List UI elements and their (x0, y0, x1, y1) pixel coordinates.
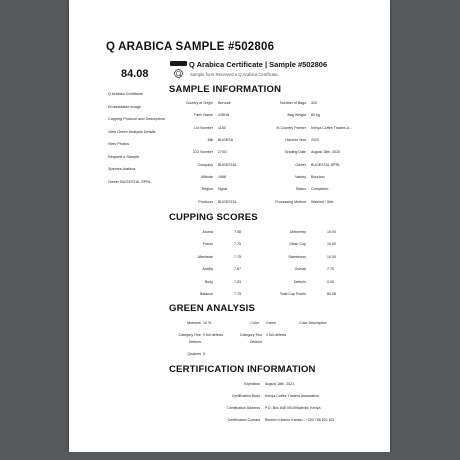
score-label: Body (204, 280, 213, 284)
certificate-heading: Q Arabica Certificate | Sample #502806 (189, 60, 328, 69)
field-value: Completed (311, 187, 329, 191)
total-score: 84.08 (121, 68, 149, 80)
field-label: Bag Weight (287, 113, 306, 117)
section-title-green-analysis: GREEN ANALYSIS (169, 303, 256, 314)
field-label: ICO Number (192, 150, 213, 154)
field-value: Burundi (218, 101, 231, 105)
score-value: 10.00 (327, 255, 336, 259)
field-label: Lot Number (194, 126, 213, 130)
field-label: Region (201, 187, 213, 191)
score-label: Sweetness (288, 255, 306, 259)
quakers-label: Quakers (187, 352, 201, 356)
field-value: BUGESTAL (218, 163, 237, 167)
nav-link-request-sample[interactable]: Request a Sample (108, 154, 140, 159)
q-grader-badge-icon (170, 61, 187, 66)
nav-link-owner[interactable]: Owner BUGESTAL SPRL (108, 179, 152, 184)
score-value: 7.75 (234, 292, 241, 296)
cert-field-value: Beninrn Kibicho Kamau - +254 786 821 621 (265, 418, 335, 422)
category-one-label-defects: Defects (188, 340, 201, 344)
field-label: Producer (198, 200, 213, 204)
field-value: 1668 (218, 175, 226, 179)
certificate-subtitle: Sample form Received a Q Arabica Certificate. (190, 72, 279, 77)
score-value: 7.75 (234, 242, 241, 246)
field-label: Grading Date (284, 150, 306, 154)
score-label: Defects (293, 280, 306, 284)
cert-field-label: Certification Address (227, 406, 260, 410)
field-label: Owner (295, 163, 306, 167)
field-value: BUGESA (218, 138, 233, 142)
field-value: Kenya Coffee Traders A... (311, 126, 353, 130)
category-one-label: Category One (178, 333, 201, 337)
nav-link-cupping-protocol[interactable]: Cupping Protocol and Descriptors (108, 117, 165, 121)
score-label: Flavor (203, 242, 213, 246)
category-two-label: Category Two (239, 333, 262, 337)
nav-link-embeddable-image[interactable]: Embeddable Image (108, 104, 141, 109)
nav-link-q-arabica-certificate[interactable]: Q Arabica Certificate (108, 92, 143, 96)
field-label: Country of Origin (185, 101, 213, 105)
field-label: Variety (295, 175, 306, 179)
field-value: GISHA (218, 113, 230, 117)
field-label: Harvest Year (285, 138, 306, 142)
field-label: Company (197, 163, 213, 167)
score-value: 7.75 (234, 255, 241, 259)
certificate-page (69, 0, 390, 452)
field-value: 27/01 (218, 150, 227, 154)
score-value: 10.00 (327, 242, 336, 246)
field-value: 1150 (218, 126, 226, 130)
score-value: 7.75 (327, 267, 334, 271)
score-value: 7.67 (234, 267, 241, 271)
cert-field-value: Kenya Coffee Traders Association (265, 394, 320, 398)
score-label: Overall (294, 267, 306, 271)
field-value: Bourbon (311, 175, 325, 179)
category-two-value: 1 full defects (266, 333, 287, 337)
quakers-value: 0 (203, 352, 205, 356)
section-title-sample-information: SAMPLE INFORMATION (169, 84, 282, 95)
category-two-label-defects: Defects (249, 340, 262, 344)
field-label: Altitude (201, 175, 213, 179)
section-title-cupping-scores: CUPPING SCORES (169, 212, 258, 223)
field-value: August 18th, 2020 (311, 150, 341, 154)
score-label: Aroma (202, 230, 213, 234)
category-one-value: 0 full defects (203, 333, 224, 337)
cert-field-label: Certification Body (231, 394, 260, 398)
score-label: Aftertaste (197, 255, 213, 259)
field-value: 60 kg (311, 113, 320, 117)
field-label: Number of Bags (280, 101, 306, 105)
score-label: Balance (200, 292, 213, 296)
color-description-label: Color Description (299, 321, 327, 325)
score-label: Uniformity (289, 230, 306, 234)
score-value: 84.08 (327, 292, 336, 296)
nav-link-species[interactable]: Species Arabica (108, 167, 136, 171)
field-label: Farm Name (194, 113, 213, 117)
cert-field-value: P.O. Box 646 00100Nairobi, Kenya (265, 406, 321, 410)
cert-field-label: Certification Contact (227, 418, 260, 422)
cert-field-label: Expiration (244, 382, 260, 386)
field-value: BUGESTAL (218, 200, 237, 204)
field-value: BUGESTAL SPRL (311, 163, 341, 167)
field-label: In-Country Partner (276, 126, 306, 130)
score-label: Total Cup Points (279, 292, 306, 296)
color-label: Color (250, 321, 259, 325)
score-label: Acidity (202, 267, 213, 271)
moisture-value: 10 % (203, 321, 212, 325)
section-title-certification-information: CERTIFICATION INFORMATION (169, 364, 316, 375)
page-title: Q ARABICA SAMPLE #502806 (106, 41, 275, 53)
field-value: 2020 (311, 138, 319, 142)
field-value: 320 (311, 101, 317, 105)
nav-link-view-photos[interactable]: View Photos (108, 142, 130, 146)
field-label: Mill (207, 138, 213, 142)
field-value: Ngozi (218, 187, 228, 191)
score-value: 10.00 (327, 230, 336, 234)
cert-field-value: August 18th, 2021 (265, 382, 295, 386)
color-value: Green (266, 321, 276, 325)
viewer-bottom-bar (0, 452, 460, 460)
moisture-label: Moisture (187, 321, 201, 325)
field-value: Washed / Wet (311, 200, 334, 204)
score-value: 7.83 (234, 280, 241, 284)
score-label: Clean Cup (289, 242, 306, 246)
field-label: Processing Method (275, 200, 306, 204)
q-seal-icon (174, 69, 183, 78)
field-label: Status (295, 187, 306, 191)
score-value: 0.00 (327, 280, 334, 284)
score-value: 7.58 (234, 230, 241, 234)
nav-link-green-analysis[interactable]: View Green Analysis Details (108, 129, 156, 134)
